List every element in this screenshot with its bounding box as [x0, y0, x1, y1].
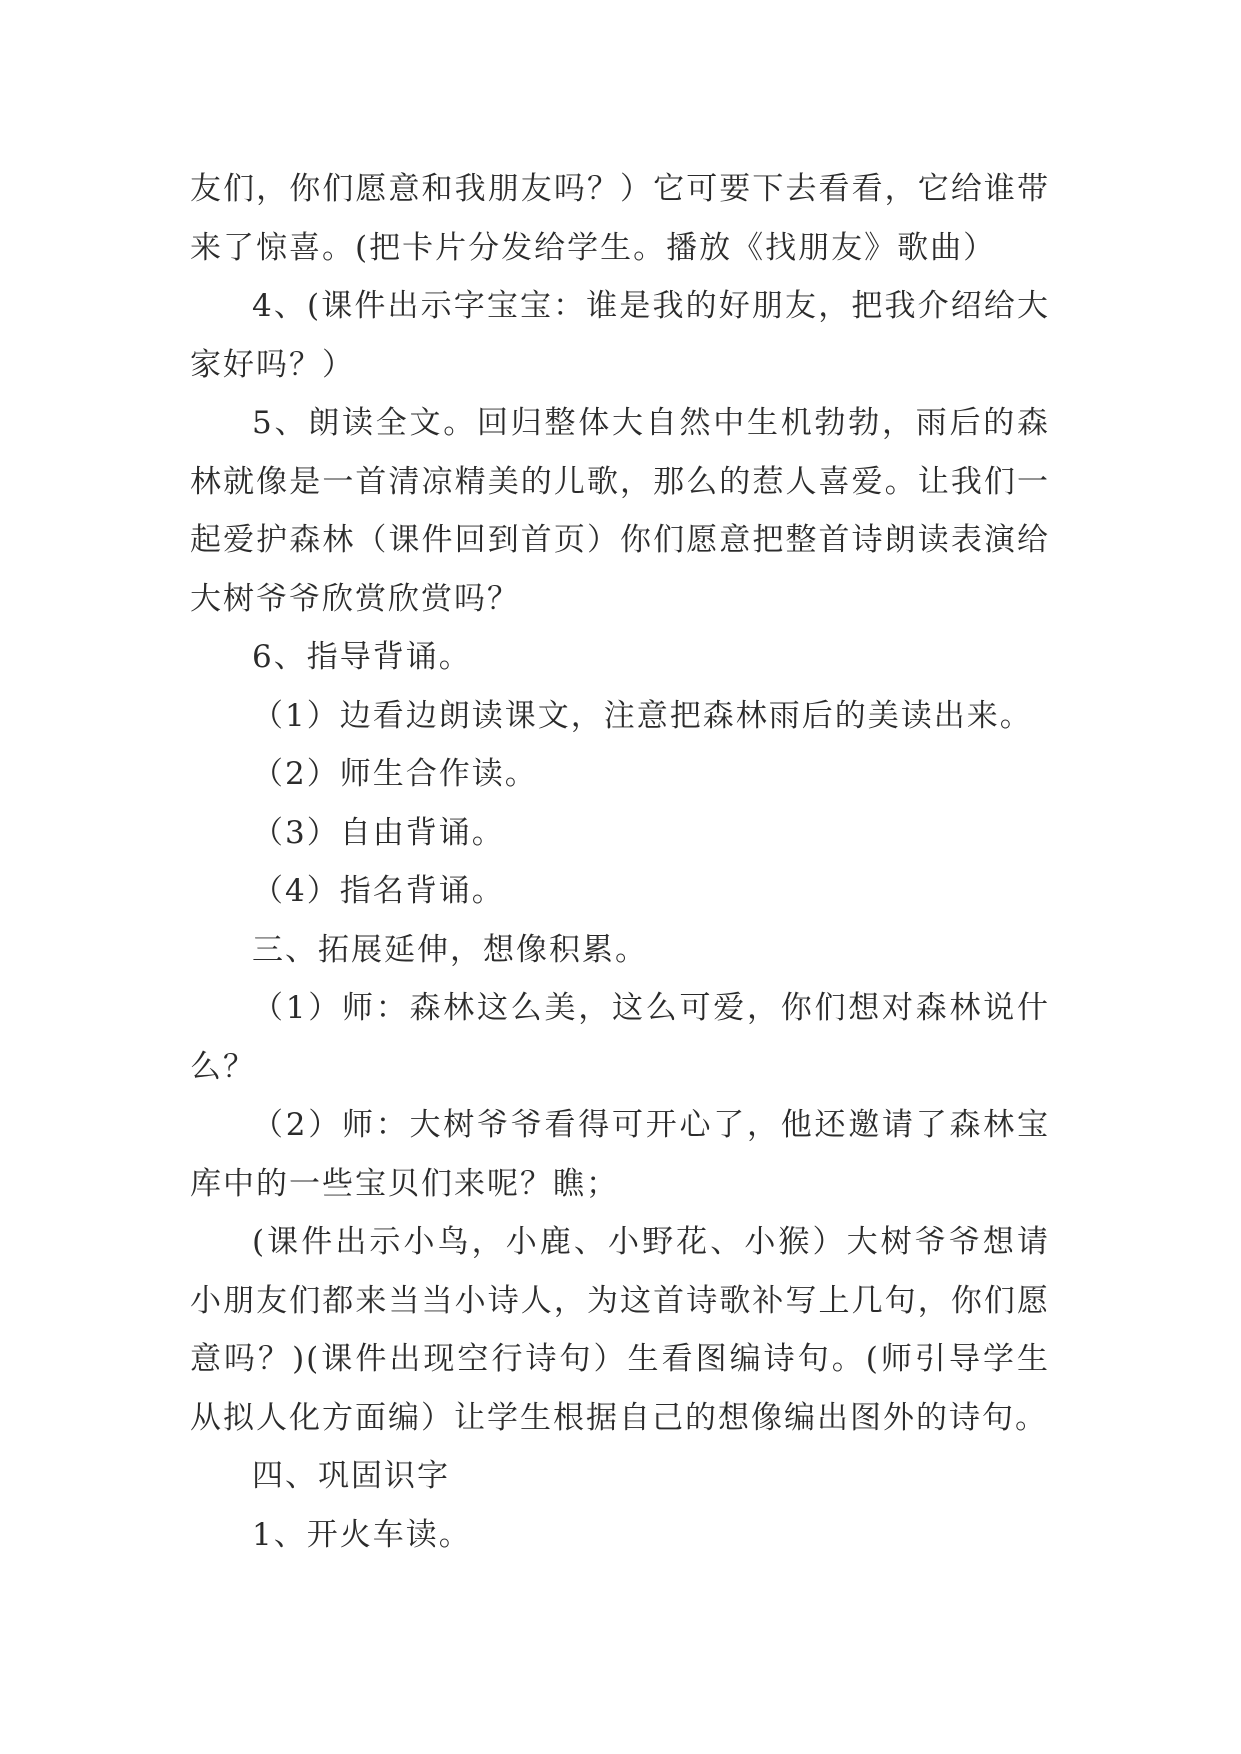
paragraph-continuation: 友们，你们愿意和我朋友吗？）它可要下去看看，它给谁带来了惊喜。(把卡片分发给学生。播放《找朋友》歌曲）	[190, 171, 1050, 266]
paragraph-substep-3: （3）自由背诵。	[252, 814, 505, 851]
section-heading-4: 四、巩固识字	[252, 1458, 450, 1494]
paragraph-substep-1: （1）边看边朗读课文，注意把森林雨后的美读出来。	[252, 697, 1033, 734]
section-heading-3: 三、拓展延伸，想像积累。	[252, 931, 648, 968]
paragraph-step-4: 4、(课件出示字宝宝：谁是我的好朋友，把我介绍给大家好吗？）	[190, 288, 1050, 383]
paragraph-step-6: 6、指导背诵。	[252, 639, 472, 675]
paragraph-step-5: 5、朗读全文。回归整体大自然中生机勃勃，雨后的森林就像是一首清凉精美的儿歌，那么的惹人喜爱。让我们一起爱护森林（课件回到首页）你们愿意把整首诗朗读表演给大树爷爷欣赏欣赏吗？	[190, 405, 1050, 617]
paragraph-substep-4: （4）指名背诵。	[252, 873, 505, 909]
paragraph-extension-1: （1）师：森林这么美，这么可爱，你们想对森林说什么？	[190, 990, 1050, 1085]
paragraph-review-1: 1、开火车读。	[252, 1516, 472, 1553]
paragraph-substep-2: （2）师生合作读。	[252, 756, 538, 792]
document-body	[190, 160, 1050, 1564]
paragraph-extension-3: (课件出示小鸟，小鹿、小野花、小猴）大树爷爷想请小朋友们都来当当小诗人，为这首诗歌补写上几句，你们愿意吗？)(课件出现空行诗句）生看图编诗句。(师引导学生从拟人化方面编）让学生根据自己的想像编出图外的诗句。	[190, 1224, 1050, 1436]
paragraph-extension-2: （2）师：大树爷爷看得可开心了，他还邀请了森林宝库中的一些宝贝们来呢？瞧；	[190, 1107, 1050, 1202]
